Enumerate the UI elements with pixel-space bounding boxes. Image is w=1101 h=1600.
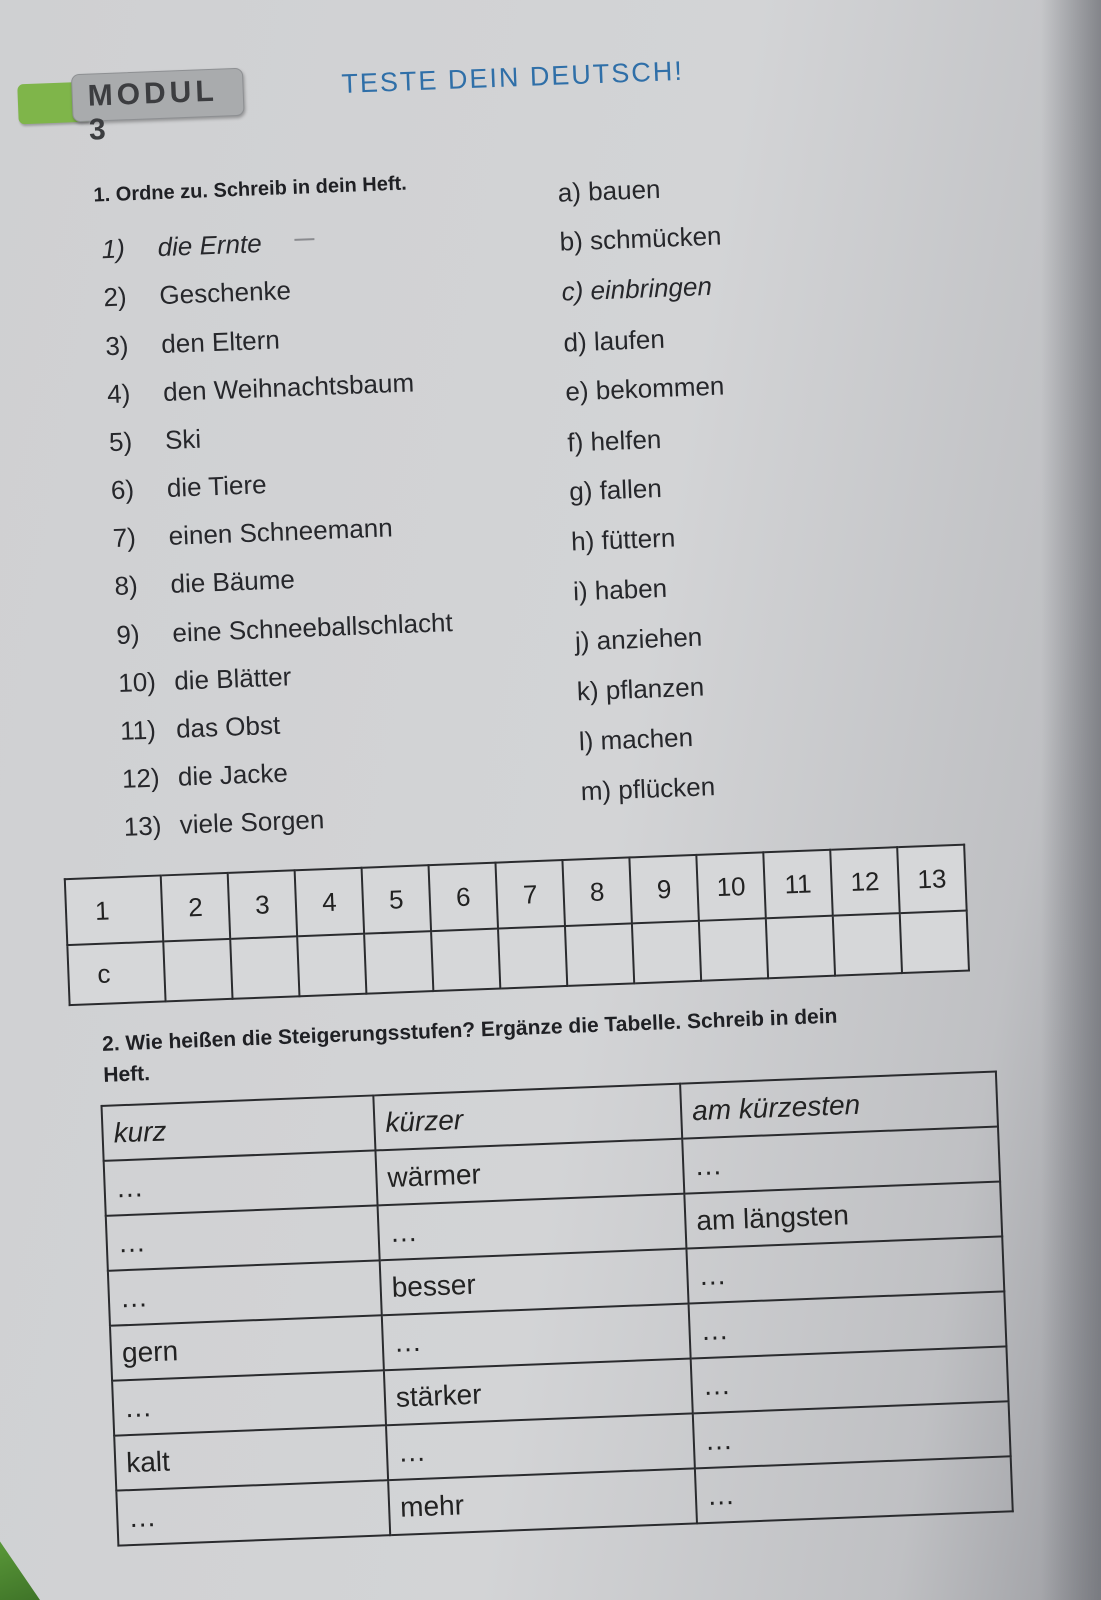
grid-number-cell: 8: [562, 857, 631, 926]
answer-grid: [64, 844, 970, 1007]
grid-number-cell: 6: [429, 863, 498, 932]
grid-answer-cell[interactable]: [498, 926, 567, 989]
table-cell-positive: …: [106, 1205, 380, 1270]
right-item-g: g) fallen: [568, 472, 663, 507]
item-text: die Blätter: [173, 661, 292, 696]
grid-answer-cell[interactable]: [632, 921, 701, 984]
right-item-e: e) bekommen: [564, 370, 725, 407]
left-item-2: [103, 275, 292, 313]
right-item-a: a) bauen: [557, 173, 661, 208]
grid-answer-cell[interactable]: [364, 931, 433, 994]
table-cell-superlative: …: [686, 1236, 1004, 1303]
dash-mark: [294, 238, 314, 241]
table-cell-comparative: wärmer: [375, 1139, 684, 1206]
item-number: 7): [112, 522, 137, 554]
table-cell-comparative: besser: [380, 1249, 689, 1316]
left-item-6: [110, 469, 267, 506]
left-item-10: [118, 661, 292, 699]
grid-number-cell: 9: [629, 855, 698, 924]
left-item-12: [121, 758, 288, 795]
grid-number-cell: 7: [495, 860, 564, 929]
grid-answer-cell[interactable]: [230, 936, 299, 999]
left-item-9: [116, 607, 453, 651]
table-cell-positive: kalt: [114, 1425, 388, 1490]
module-title: TESTE DEIN DEUTSCH!: [340, 55, 685, 99]
task2-heading: 2. Wie heißen die Steigerungsstufen? Ergänze die Tabelle. Schreib in dein: [101, 1004, 838, 1056]
right-item-j: j) anziehen: [574, 621, 703, 657]
item-text: eine Schneeballschlacht: [171, 607, 454, 648]
grid-number-cell: 5: [362, 865, 431, 934]
item-text: den Weihnachtsbaum: [162, 367, 415, 408]
item-number: 3): [104, 330, 130, 362]
table-cell-comparative: stärker: [384, 1358, 693, 1425]
right-item-f: f) helfen: [566, 423, 662, 458]
item-number: 5): [108, 426, 133, 458]
right-item-d: d) laufen: [562, 323, 666, 358]
grid-answer-cell[interactable]: c: [67, 941, 165, 1005]
table-cell-superlative: am kürzesten: [680, 1072, 998, 1139]
grid-number-cell: 2: [161, 873, 230, 942]
grid-answer-cell[interactable]: [900, 911, 969, 974]
item-number: 12): [121, 762, 161, 794]
grid-number-cell: 4: [295, 868, 364, 937]
item-number: 8): [114, 570, 139, 602]
item-text: Geschenke: [158, 275, 292, 311]
right-item-i: i) haben: [572, 572, 668, 607]
grid-answer-cell[interactable]: [163, 939, 232, 1002]
task2-heading-continued: Heft.: [102, 1062, 151, 1087]
table-cell-comparative: …: [378, 1194, 687, 1261]
table-cell-comparative: mehr: [388, 1468, 697, 1535]
left-item-5: [108, 424, 201, 459]
item-text: das Obst: [175, 709, 281, 744]
table-cell-comparative: …: [386, 1413, 695, 1480]
item-text: die Bäume: [169, 564, 296, 599]
left-item-1: [101, 228, 262, 265]
table-cell-superlative: …: [689, 1291, 1007, 1358]
left-item-8: [114, 564, 295, 602]
grid-answer-cell[interactable]: [833, 913, 902, 976]
table-cell-superlative: …: [693, 1401, 1011, 1468]
table-cell-positive: …: [104, 1150, 378, 1215]
table-cell-superlative: …: [682, 1127, 1000, 1194]
table-cell-comparative: …: [382, 1304, 691, 1371]
item-number: 9): [115, 619, 141, 650]
grid-answer-cell[interactable]: [431, 929, 500, 992]
right-item-m: m) pflücken: [580, 771, 716, 807]
item-text: Ski: [164, 423, 202, 455]
item-text: den Eltern: [160, 324, 281, 360]
left-item-13: [123, 804, 325, 843]
grid-answer-cell[interactable]: [699, 918, 768, 981]
table-cell-positive: gern: [110, 1315, 384, 1380]
table-cell-positive: kurz: [102, 1095, 376, 1160]
left-item-11: [120, 710, 281, 747]
table-cell-positive: …: [112, 1370, 386, 1435]
right-item-l: l) machen: [578, 721, 694, 757]
item-number: 6): [110, 474, 135, 506]
right-item-k: k) pflanzen: [576, 671, 705, 707]
grid-answer-cell[interactable]: [297, 934, 366, 997]
grid-number-cell: 1: [65, 875, 163, 945]
item-text: einen Schneemann: [168, 512, 394, 551]
item-text: die Tiere: [166, 469, 268, 503]
right-item-c: c) einbringen: [561, 270, 713, 307]
grid-number-cell: 12: [830, 847, 899, 916]
left-item-4: [107, 367, 415, 410]
grid-answer-cell[interactable]: [766, 916, 835, 979]
table-cell-positive: …: [116, 1480, 390, 1545]
table-cell-comparative: kürzer: [373, 1084, 682, 1151]
table-cell-positive: …: [108, 1260, 382, 1325]
left-item-7: [112, 512, 393, 554]
grid-number-cell: 13: [897, 845, 966, 914]
grid-number-cell: 11: [763, 850, 832, 919]
item-text: die Jacke: [177, 757, 289, 792]
item-number: 4): [106, 378, 131, 410]
item-text: die Ernte: [157, 228, 263, 263]
item-number: 2): [102, 281, 128, 313]
left-item-3: [105, 325, 281, 363]
module-tab: [17, 74, 218, 147]
module-label: MODUL 3: [87, 74, 218, 147]
item-number: 11): [119, 714, 157, 746]
item-number: 13): [123, 810, 162, 842]
table-cell-superlative: …: [695, 1456, 1013, 1523]
item-number: 10): [117, 666, 157, 698]
table-cell-superlative: …: [691, 1346, 1009, 1413]
task1-heading: 1. Ordne zu. Schreib in dein Heft.: [93, 172, 408, 207]
right-item-b: b) schmücken: [559, 220, 722, 257]
grid-number-cell: 3: [228, 870, 297, 939]
green-corner-decoration: [0, 1535, 40, 1600]
table-cell-superlative: am längsten: [684, 1181, 1002, 1248]
item-text: viele Sorgen: [179, 804, 325, 840]
right-item-h: h) füttern: [570, 522, 676, 557]
grid-answer-cell[interactable]: [565, 923, 634, 986]
grid-number-cell: 10: [696, 852, 765, 921]
item-number: 1): [101, 233, 126, 265]
comparison-table: [100, 1071, 1013, 1547]
